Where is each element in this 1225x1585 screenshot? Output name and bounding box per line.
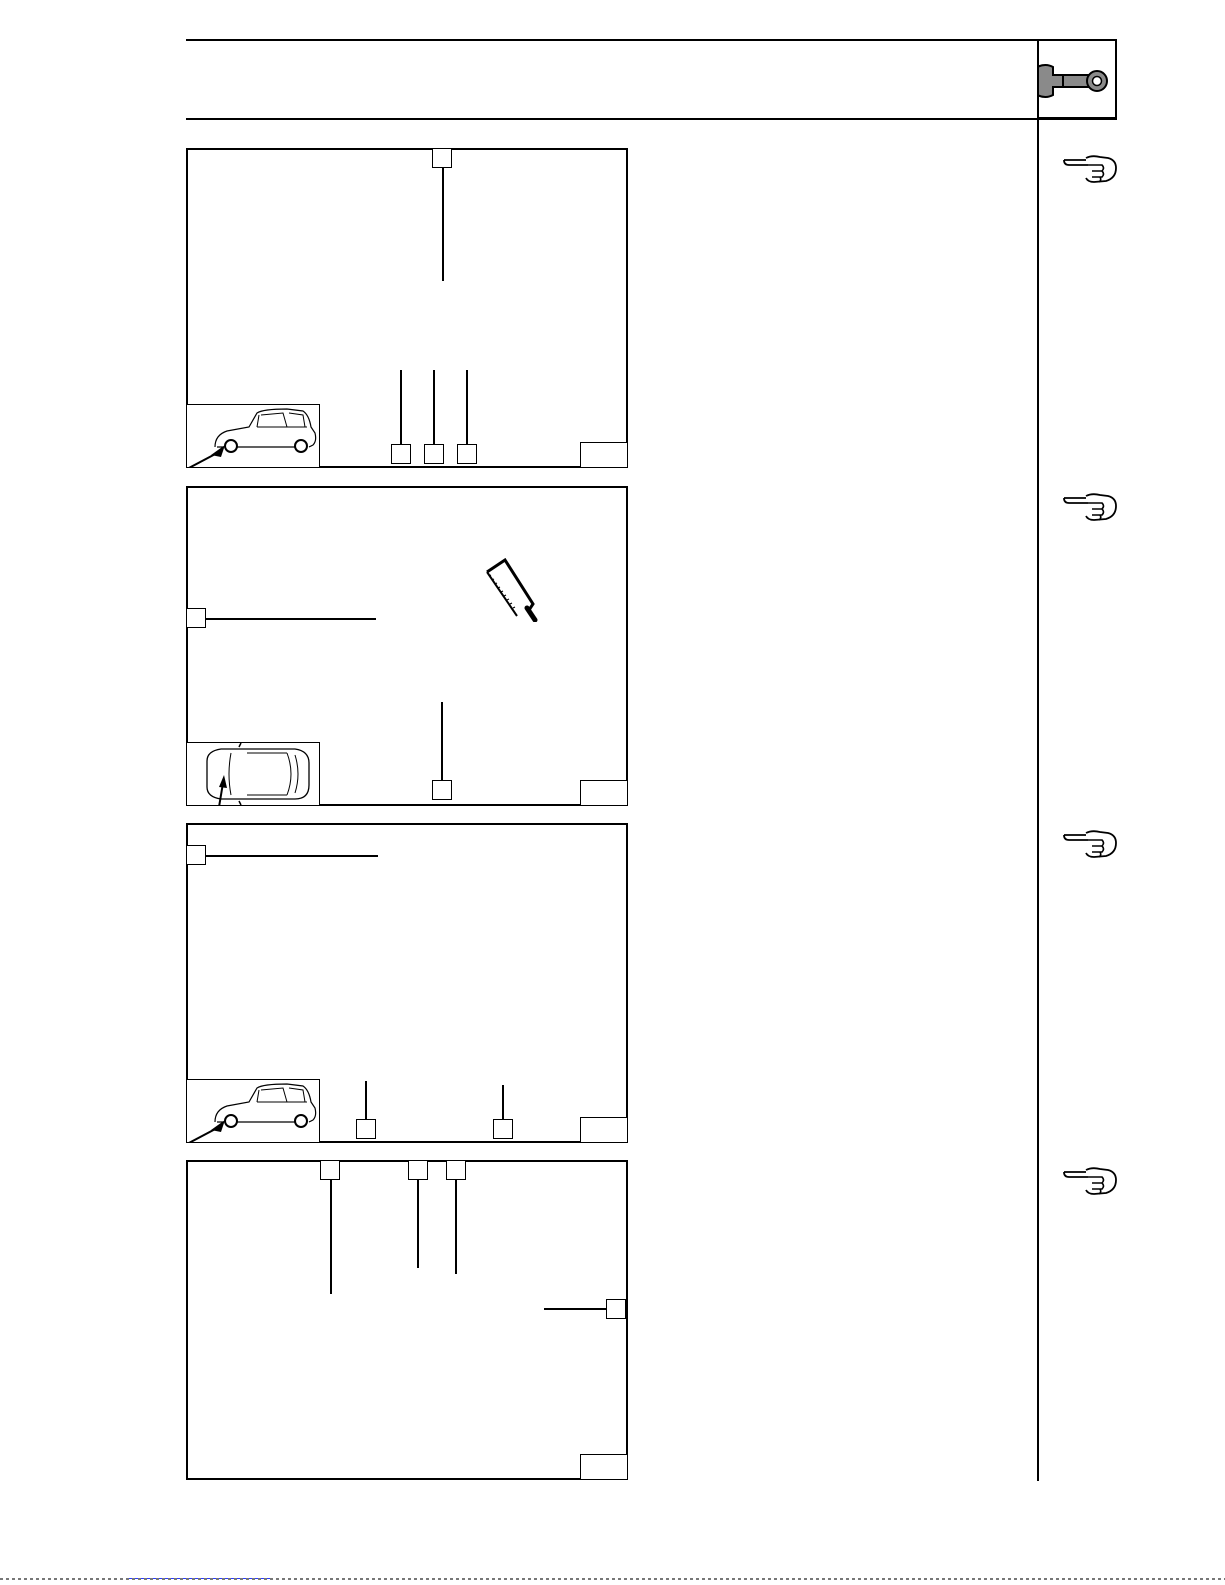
leader-line (433, 370, 435, 444)
figure-code-box (580, 1454, 628, 1480)
leader-line (502, 1085, 504, 1119)
callout-box (186, 608, 206, 628)
callout-box (432, 780, 452, 800)
figure-4 (186, 1160, 628, 1480)
callout-box (432, 148, 452, 168)
car-side-view-icon (187, 1080, 320, 1143)
callout-box (320, 1160, 340, 1180)
leader-line (466, 370, 468, 444)
leader-line (442, 168, 444, 281)
vehicle-locator-inset (186, 742, 320, 806)
leader-line (455, 1180, 457, 1274)
leader-line (206, 618, 376, 620)
callout-box (356, 1119, 376, 1139)
callout-box (186, 845, 206, 865)
vehicle-locator-inset (186, 1079, 320, 1143)
leader-line (330, 1180, 332, 1294)
leader-line (441, 702, 443, 780)
callout-box (408, 1160, 428, 1180)
car-side-view-icon (187, 405, 320, 468)
leader-line (365, 1081, 367, 1119)
header-bottom-rule (186, 118, 1117, 120)
callout-box (391, 444, 411, 464)
page-edge-dotted-line (0, 1578, 1225, 1580)
callout-box (446, 1160, 466, 1180)
pointing-hand-icon (1062, 490, 1118, 524)
figure-1 (186, 148, 628, 468)
pointing-hand-icon (1062, 827, 1118, 861)
pointing-hand-icon (1062, 152, 1118, 186)
figure-code-box (580, 1117, 628, 1143)
leader-line (206, 855, 378, 857)
leader-line (417, 1180, 419, 1268)
figure-2 (186, 486, 628, 806)
leader-line (400, 370, 402, 444)
pointing-hand-icon (1062, 1164, 1118, 1198)
header-top-rule (186, 39, 1117, 41)
callout-box (493, 1119, 513, 1139)
callout-box (606, 1299, 626, 1319)
figure-code-box (580, 780, 628, 806)
right-margin-rule (1037, 39, 1039, 1481)
wrench-icon (1039, 41, 1115, 117)
callout-box (457, 444, 477, 464)
car-top-view-icon (187, 743, 320, 806)
leader-line (544, 1308, 608, 1310)
figure-3 (186, 823, 628, 1143)
figure-code-box (580, 442, 628, 468)
header-icon-box (1037, 39, 1117, 119)
callout-box (424, 444, 444, 464)
vehicle-locator-inset (186, 404, 320, 468)
hacksaw-icon (483, 558, 543, 622)
